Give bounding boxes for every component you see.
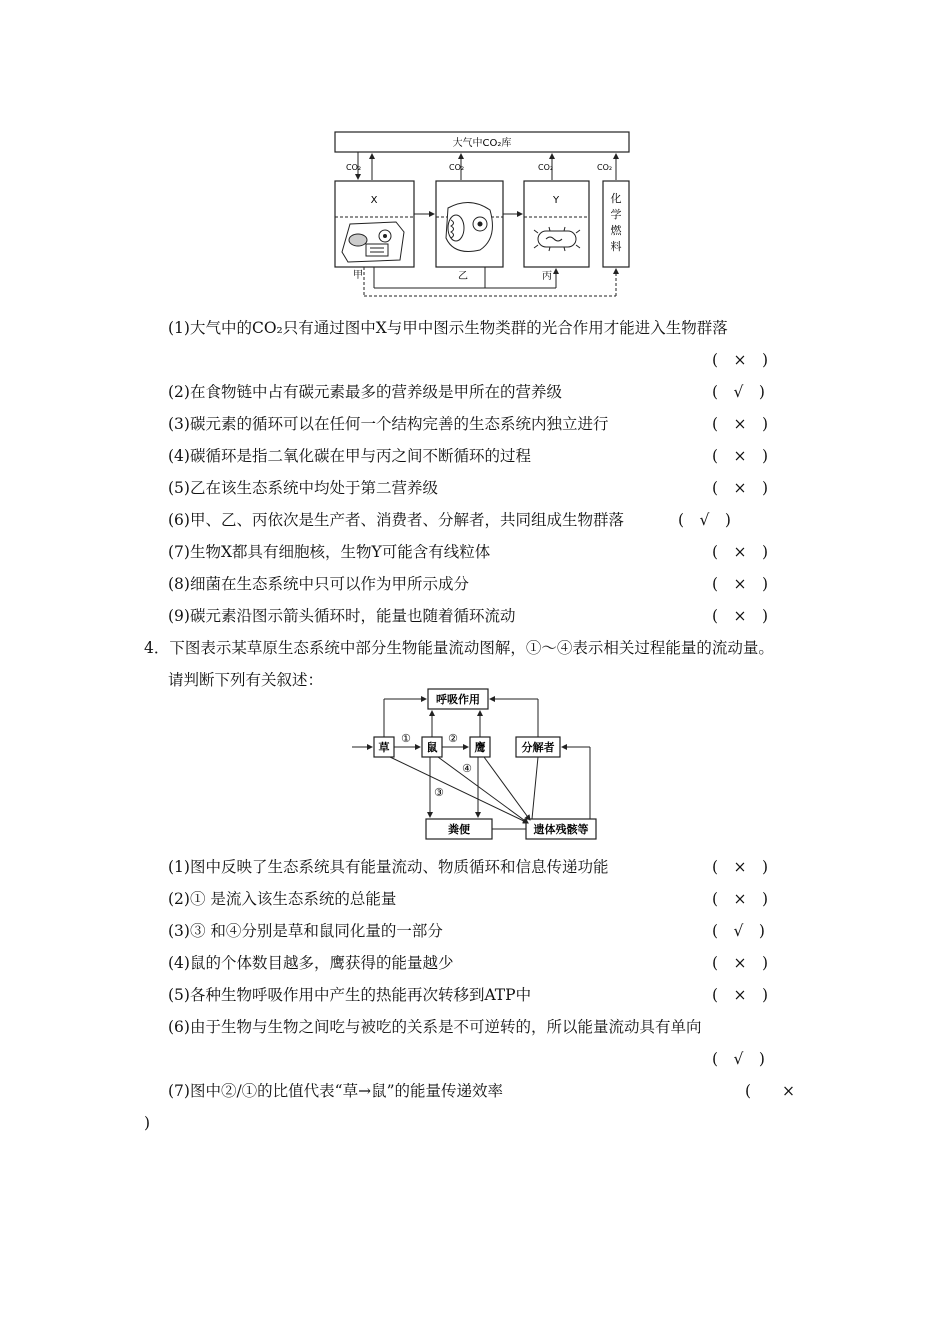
label-yi: 乙 bbox=[458, 271, 468, 282]
q4-item-4-mark: ( × ) bbox=[712, 954, 769, 972]
q4-item-5: (5)各种生物呼吸作用中产生的热能再次转移到ATP中 bbox=[168, 986, 532, 1004]
q3-item-2: (2)在食物链中占有碳元素最多的营养级是甲所在的营养级 bbox=[168, 383, 562, 401]
q3-item-5-mark: ( × ) bbox=[712, 479, 769, 497]
q4-item-6: (6)由于生物与生物之间吃与被吃的关系是不可逆转的，所以能量流动具有单向 bbox=[168, 1018, 702, 1036]
q3-item-1-mark: ( × ) bbox=[712, 351, 769, 369]
q3-item-9-mark: ( × ) bbox=[712, 607, 769, 625]
question-4-stem-cont: 请判断下列有关叙述： bbox=[168, 671, 324, 689]
label-n3: ③ bbox=[434, 786, 444, 799]
label-n1: ① bbox=[401, 732, 411, 745]
respiration-box: 呼吸作用 bbox=[436, 693, 480, 706]
label-jia: 甲 bbox=[353, 270, 363, 281]
q4-item-1-mark: ( × ) bbox=[712, 858, 769, 876]
co2-label-4: CO₂ bbox=[597, 163, 613, 172]
decomposer-box: 分解者 bbox=[521, 741, 555, 754]
q4-item-7: (7)图中②/①的比值代表“草→鼠”的能量传递效率 bbox=[168, 1082, 504, 1100]
label-bing: 丙 bbox=[542, 271, 552, 282]
q3-item-2-mark: ( √ ) bbox=[712, 383, 765, 401]
q4-item-1: (1)图中反映了生态系统具有能量流动、物质循环和信息传递功能 bbox=[168, 858, 609, 876]
grass-box: 草 bbox=[378, 741, 390, 754]
q4-item-6-mark: ( √ ) bbox=[712, 1050, 765, 1068]
co2-label-3: CO₂ bbox=[538, 163, 554, 172]
q3-item-8: (8)细菌在生态系统中只可以作为甲所示成分 bbox=[168, 575, 469, 593]
q4-item-7-mark: ( × bbox=[745, 1082, 796, 1100]
fuel-char-3: 燃 bbox=[610, 224, 622, 237]
q3-item-6-mark: ( √ ) bbox=[678, 511, 731, 529]
q4-item-3: (3)③ 和④分别是草和鼠同化量的一部分 bbox=[168, 922, 443, 940]
q4-item-4: (4)鼠的个体数目越多，鹰获得的能量越少 bbox=[168, 954, 454, 972]
box-y-label: Y bbox=[552, 195, 560, 206]
remains-box: 遗体残骸等 bbox=[533, 823, 589, 836]
hawk-box: 鹰 bbox=[474, 741, 486, 754]
mouse-box: 鼠 bbox=[426, 741, 438, 754]
q4-item-3-mark: ( √ ) bbox=[712, 922, 765, 940]
energy-flow-diagram bbox=[350, 686, 600, 842]
q4-item-2: (2)① 是流入该生态系统的总能量 bbox=[168, 890, 397, 908]
q3-item-6: (6)甲、乙、丙依次是生产者、消费者、分解者，共同组成生物群落 bbox=[168, 511, 624, 529]
q3-item-7: (7)生物X都具有细胞核，生物Y可能含有线粒体 bbox=[168, 543, 491, 561]
feces-box: 粪便 bbox=[448, 823, 470, 836]
q3-item-1: (1)大气中的CO₂只有通过图中X与甲中图示生物类群的光合作用才能进入生物群落 bbox=[168, 319, 728, 337]
q3-item-4-mark: ( × ) bbox=[712, 447, 769, 465]
box-x-label: X bbox=[370, 195, 378, 206]
q4-item-2-mark: ( × ) bbox=[712, 890, 769, 908]
carbon-cycle-diagram bbox=[330, 128, 632, 300]
q3-item-7-mark: ( × ) bbox=[712, 543, 769, 561]
q3-item-5: (5)乙在该生态系统中均处于第二营养级 bbox=[168, 479, 438, 497]
q4-item-7-mark-tail: ) bbox=[144, 1114, 151, 1132]
q3-item-3-mark: ( × ) bbox=[712, 415, 769, 433]
fuel-char-1: 化 bbox=[610, 192, 622, 205]
q3-item-9: (9)碳元素沿图示箭头循环时，能量也随着循环流动 bbox=[168, 607, 516, 625]
question-4-stem: 4．下图表示某草原生态系统中部分生物能量流动图解，①～④表示相关过程能量的流动量。 bbox=[144, 639, 774, 657]
label-n2: ② bbox=[448, 732, 458, 745]
label-n4: ④ bbox=[462, 762, 472, 775]
q3-item-8-mark: ( × ) bbox=[712, 575, 769, 593]
co2-reservoir-label: 大气中CO₂库 bbox=[452, 138, 512, 149]
co2-label-1: CO₂ bbox=[346, 163, 362, 172]
co2-label-2: CO₂ bbox=[449, 163, 465, 172]
fuel-char-4: 料 bbox=[610, 240, 622, 253]
q4-item-5-mark: ( × ) bbox=[712, 986, 769, 1004]
q3-item-4: (4)碳循环是指二氧化碳在甲与丙之间不断循环的过程 bbox=[168, 447, 531, 465]
fuel-char-2: 学 bbox=[610, 208, 622, 221]
q3-item-3: (3)碳元素的循环可以在任何一个结构完善的生态系统内独立进行 bbox=[168, 415, 609, 433]
